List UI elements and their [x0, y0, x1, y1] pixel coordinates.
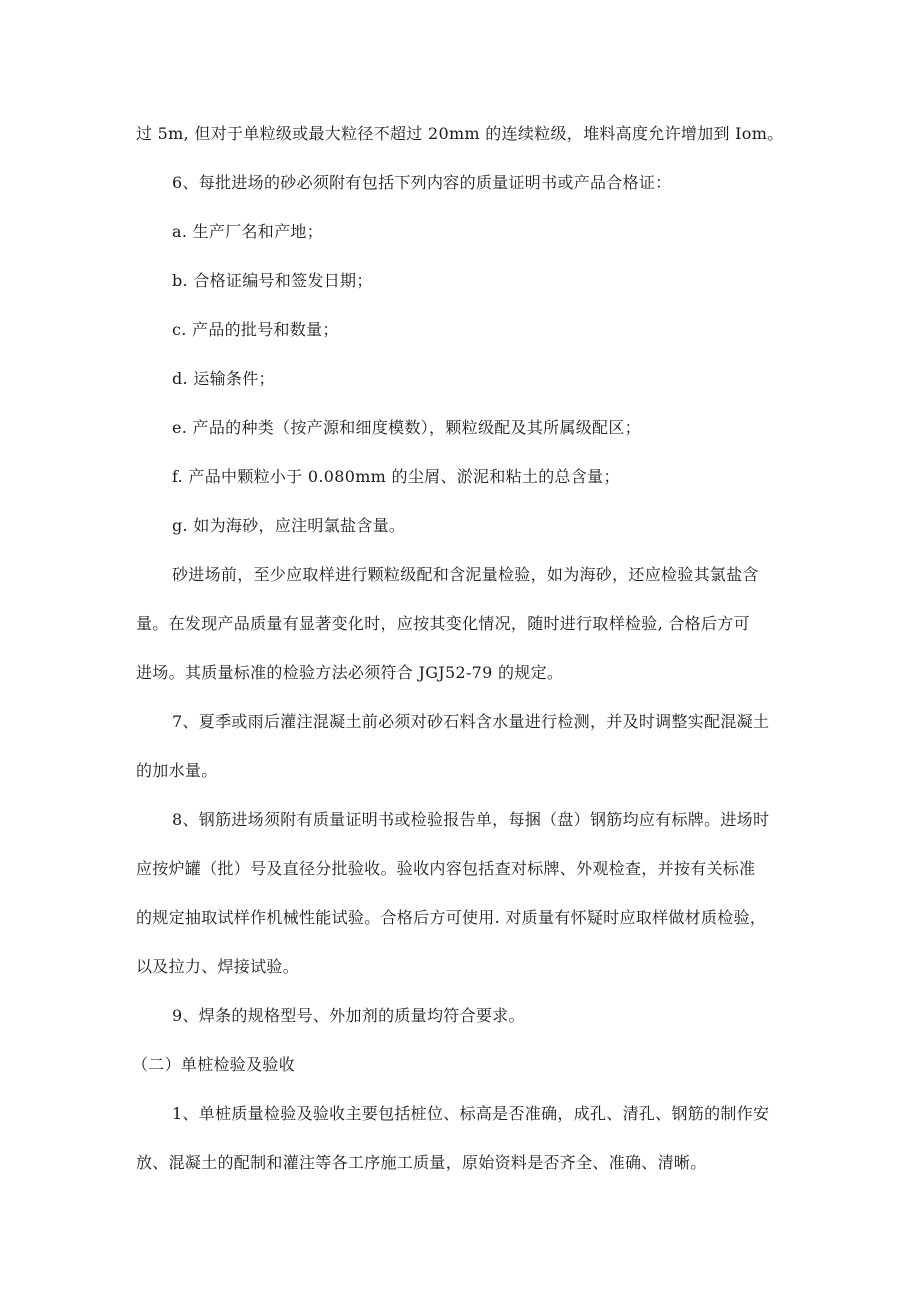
list-item-c: c. 产品的批号和数量；: [172, 320, 339, 339]
text-line-continuation: 过 5m, 但对于单粒级或最大粒径不超过 20mm 的连续粒级，堆料高度允许增加到 Iom。: [136, 124, 784, 143]
item-8-line-1: 8、钢筋进场须附有质量证明书或检验报告单，每捆（盘）钢筋均应有标牌。进场时: [172, 810, 770, 829]
item-9: 9、焊条的规格型号、外加剂的质量均符合要求。: [172, 1006, 525, 1025]
list-item-d: d. 运输条件；: [172, 369, 275, 388]
section-heading: （二）单桩检验及验收: [132, 1055, 296, 1074]
item-8-line-3: 的规定抽取试样作机械性能试验。合格后方可使用. 对质量有怀疑时应取样做材质检验，: [136, 908, 767, 927]
list-item-g: g. 如为海砂，应注明氯盐含量。: [172, 516, 406, 535]
list-item-e: e. 产品的种类（按产源和细度模数），颗粒级配及其所属级配区；: [172, 418, 641, 437]
paragraph-sand-line-2: 量。在发现产品质量有显著变化时，应按其变化情况，随时进行取样检验, 合格后方可: [136, 614, 750, 633]
item-8-line-4: 以及拉力、焊接试验。: [136, 957, 300, 976]
section-item-1-line-1: 1、单桩质量检验及验收主要包括桩位、标高是否准确，成孔、清孔、钢筋的制作安: [172, 1104, 770, 1123]
paragraph-sand-line-1: 砂进场前，至少应取样进行颗粒级配和含泥量检验，如为海砂，还应检验其氯盐含: [172, 565, 759, 584]
item-6-heading: 6、每批进场的砂必须附有包括下列内容的质量证明书或产品合格证：: [172, 173, 672, 192]
paragraph-sand-line-3: 进场。其质量标准的检验方法必须符合 JGJ52-79 的规定。: [136, 663, 564, 682]
item-8-line-2: 应按炉罐（批）号及直径分批验收。验收内容包括查对标牌、外观检查，并按有关标准: [136, 859, 756, 878]
section-item-1-line-2: 放、混凝土的配制和灌注等各工序施工质量，原始资料是否齐全、准确、清晰。: [136, 1153, 707, 1172]
list-item-f: f. 产品中颗粒小于 0.080mm 的尘屑、淤泥和粘土的总含量；: [172, 467, 620, 486]
list-item-a: a. 生产厂名和产地；: [172, 222, 324, 241]
item-7-line-1: 7、夏季或雨后灌注混凝土前必须对砂石料含水量进行检测，并及时调整实配混凝土: [172, 712, 770, 731]
list-item-b: b. 合格证编号和签发日期；: [172, 271, 373, 290]
item-7-line-2: 的加水量。: [136, 761, 218, 780]
